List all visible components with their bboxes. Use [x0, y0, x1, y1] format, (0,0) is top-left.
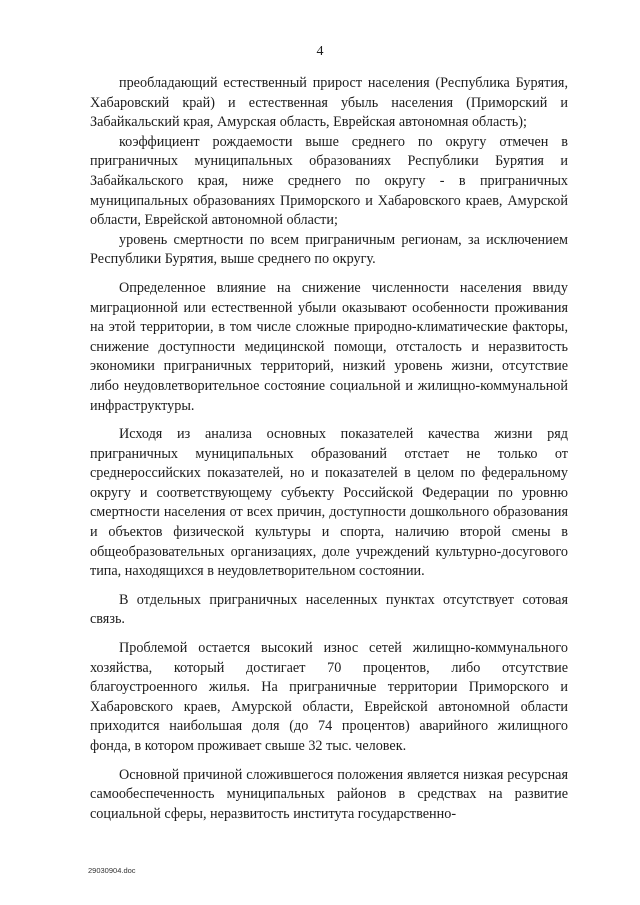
page-number: 4	[316, 44, 324, 59]
document-body	[90, 74, 568, 824]
paragraph: преобладающий естественный прирост населения (Республика Бурятия, Хабаровский край) и естественная убыль населения (Приморский и Забайкальский края, Амурская область, Еврейская автономная область);	[90, 75, 568, 131]
paragraph: коэффициент рождаемости выше среднего по округу отмечен в приграничных муниципальных образованиях Республики Бурятия и Забайкальского края, ниже среднего по округу - в приграничных муниципальных образованиях Приморского и Хабаровского краев, Амурской области, Еврейской автономной области;	[90, 133, 568, 229]
paragraph: Проблемой остается высокий износ сетей жилищно-коммунального хозяйства, который достигает 70 процентов, либо отсутствие благоустроенного жилья. На приграничные территории Приморского и Хабаровского краев, Амурской области, Еврейской автономной области приходится наибольшая доля (до 74 процентов) аварийного жилищного фонда, в котором проживает свыше 32 тыс. человек.	[90, 640, 568, 754]
paragraph: Основной причиной сложившегося положения является низкая ресурсная самообеспеченность муниципальных районов в средствах на развитие социальной сферы, неразвитость института государственно-	[90, 766, 568, 822]
paragraph: Исходя из анализа основных показателей качества жизни ряд приграничных муниципальных образований отстает не только от среднероссийских показателей, но и показателей в целом по федеральному округу и соответствующему субъекту Российской Федерации по уровню смертности населения от всех причин, доступности дошкольного образования и объектов физической культуры и спорта, наличию второй смены в общеобразовательных организациях, доле учреждений культурно-досугового типа, находящихся в неудовлетворительном состоянии.	[90, 426, 568, 580]
file-name-footer: 29030904.doc	[88, 866, 136, 875]
paragraph: Определенное влияние на снижение численности населения ввиду миграционной или естественной убыли оказывают особенности проживания на этой территории, в том числе сложные природно-климатические факторы, снижение доступности медицинской помощи, отсталость и неразвитость экономики приграничных территорий, низкий уровень жизни, отсутствие либо неудовлетворительное состояние социальной и жилищно-коммунальной инфраструктуры.	[90, 279, 568, 414]
paragraph: В отдельных приграничных населенных пунктах отсутствует сотовая связь.	[90, 591, 568, 628]
paragraph: уровень смертности по всем приграничным регионам, за исключением Республики Бурятия, выше среднего по округу.	[90, 231, 568, 268]
